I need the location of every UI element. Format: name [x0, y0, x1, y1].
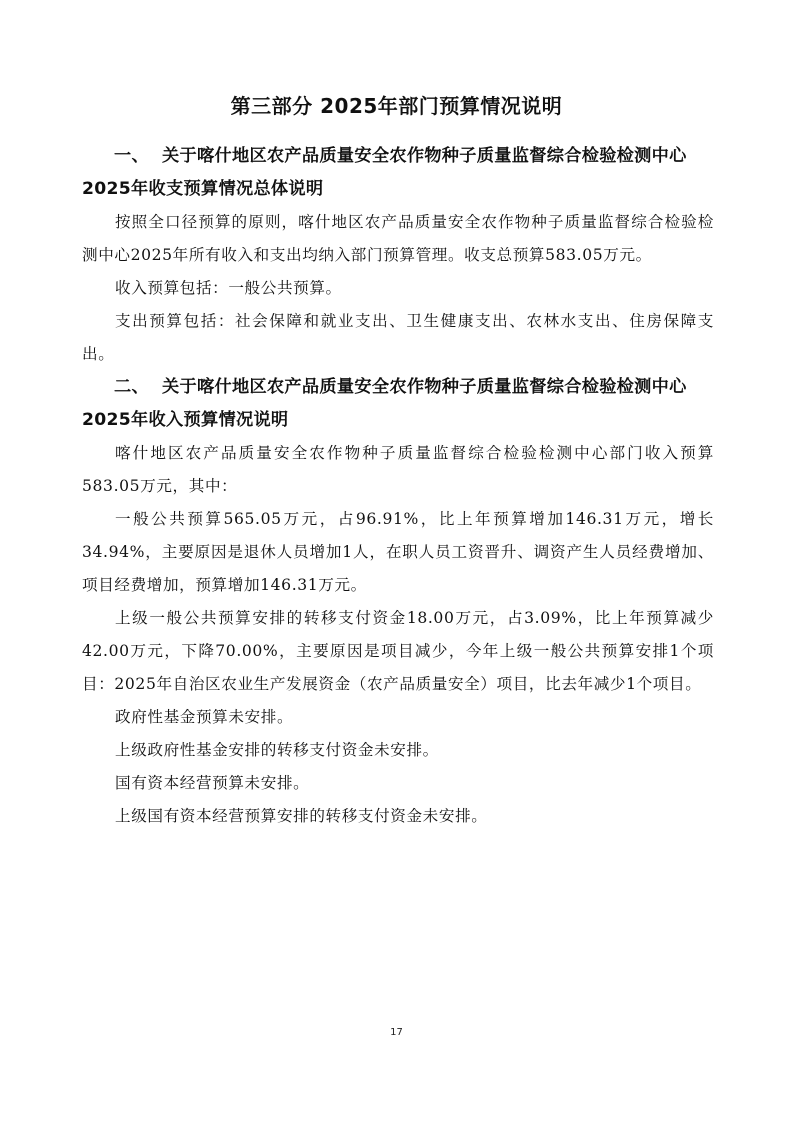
page-title: 第三部分 2025年部门预算情况说明 — [230, 94, 563, 118]
page-number: 17 — [390, 1027, 403, 1038]
paragraph: 支出预算包括：社会保障和就业支出、卫生健康支出、农林水支出、住房保障支出。 — [82, 312, 714, 363]
section-heading-text: 关于喀什地区农产品质量安全农作物种子质量监督综合检验检测中心2025年收支预算情况总体说明 — [82, 146, 687, 199]
paragraph: 喀什地区农产品质量安全农作物种子质量监督综合检验检测中心部门收入预算583.05万元，其中： — [82, 444, 714, 495]
section-1 — [82, 140, 714, 371]
paragraph: 按照全口径预算的原则，喀什地区农产品质量安全农作物种子质量监督综合检验检测中心2025年所有收入和支出均纳入部门预算管理。收支总预算583.05万元。 — [82, 213, 714, 264]
paragraph: 国有资本经营预算未安排。 — [115, 774, 310, 792]
section-heading-text: 关于喀什地区农产品质量安全农作物种子质量监督综合检验检测中心2025年收入预算情况说明 — [82, 377, 687, 430]
paragraph: 上级国有资本经营预算安排的转移支付资金未安排。 — [115, 807, 488, 825]
section-number: 一、 — [114, 146, 149, 166]
section-heading — [82, 371, 714, 437]
section-heading — [82, 140, 714, 206]
document-body — [82, 140, 714, 833]
paragraph: 收入预算包括：一般公共预算。 — [115, 279, 342, 297]
paragraph: 上级一般公共预算安排的转移支付资金18.00万元，占3.09%，比上年预算减少42.00万元，下降70.00%，主要原因是项目减少，今年上级一般公共预算安排1个项目：2025年自治区农业生产发展资金（农产品质量安全）项目，比去年减少1个项目。 — [82, 609, 714, 693]
paragraph: 政府性基金预算未安排。 — [115, 708, 294, 726]
paragraph: 一般公共预算565.05万元，占96.91%，比上年预算增加146.31万元，增长34.94%，主要原因是退休人员增加1人，在职人员工资晋升、调资产生人员经费增加、项目经费增加，预算增加146.31万元。 — [82, 510, 714, 594]
section-2 — [82, 371, 714, 833]
section-number: 二、 — [114, 377, 149, 397]
paragraph: 上级政府性基金安排的转移支付资金未安排。 — [115, 741, 439, 759]
